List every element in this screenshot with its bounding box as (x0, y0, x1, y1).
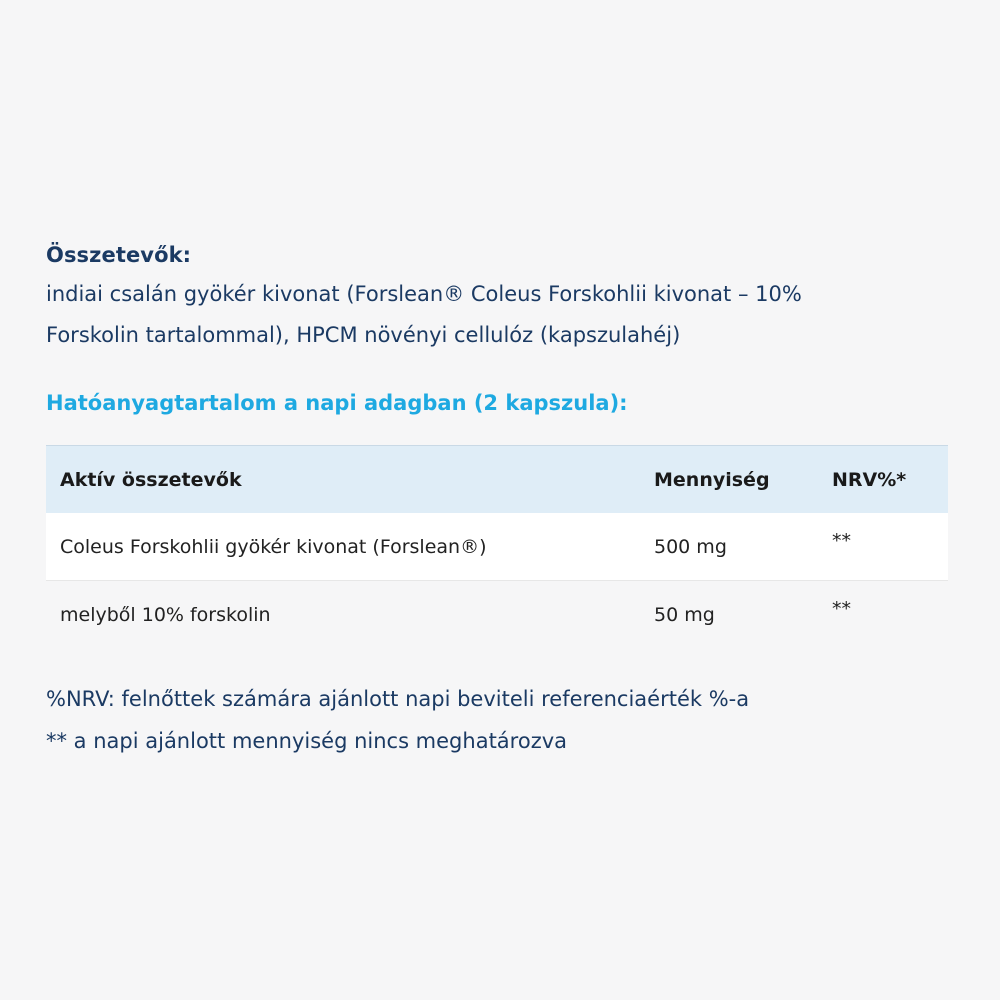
active-content-heading: Hatóanyagtartalom a napi adagban (2 kapszula): (46, 391, 628, 415)
cell-nrv: ** (832, 597, 851, 620)
footnotes (46, 678, 948, 762)
product-info (46, 238, 948, 762)
nutrition-table (46, 445, 948, 648)
cell-quantity: 50 mg (654, 603, 715, 626)
footnote-undefined: ** a napi ajánlott mennyiség nincs meghatározva (46, 729, 568, 753)
table-header-row (46, 446, 948, 513)
table-row (46, 581, 948, 648)
ingredients-line-2: Forskolin tartalommal), HPCM növényi cellulóz (kapszulahéj) (46, 323, 681, 347)
table-row (46, 513, 948, 581)
ingredients-text (46, 274, 926, 356)
cell-nrv: ** (832, 529, 851, 552)
cell-quantity: 500 mg (654, 535, 727, 558)
cell-ingredient: Coleus Forskohlii gyökér kivonat (Forslean®) (60, 535, 487, 558)
cell-ingredient: melyből 10% forskolin (60, 603, 271, 626)
ingredients-line-1: indiai csalán gyökér kivonat (Forslean® Coleus Forskohlii kivonat – 10% (46, 282, 802, 306)
column-header-quantity: Mennyiség (654, 468, 770, 491)
ingredients-heading: Összetevők: (46, 243, 192, 267)
column-header-ingredient: Aktív összetevők (60, 468, 242, 491)
column-header-nrv: NRV%* (832, 468, 907, 491)
footnote-nrv: %NRV: felnőttek számára ajánlott napi beviteli referenciaérték %-a (46, 687, 750, 711)
